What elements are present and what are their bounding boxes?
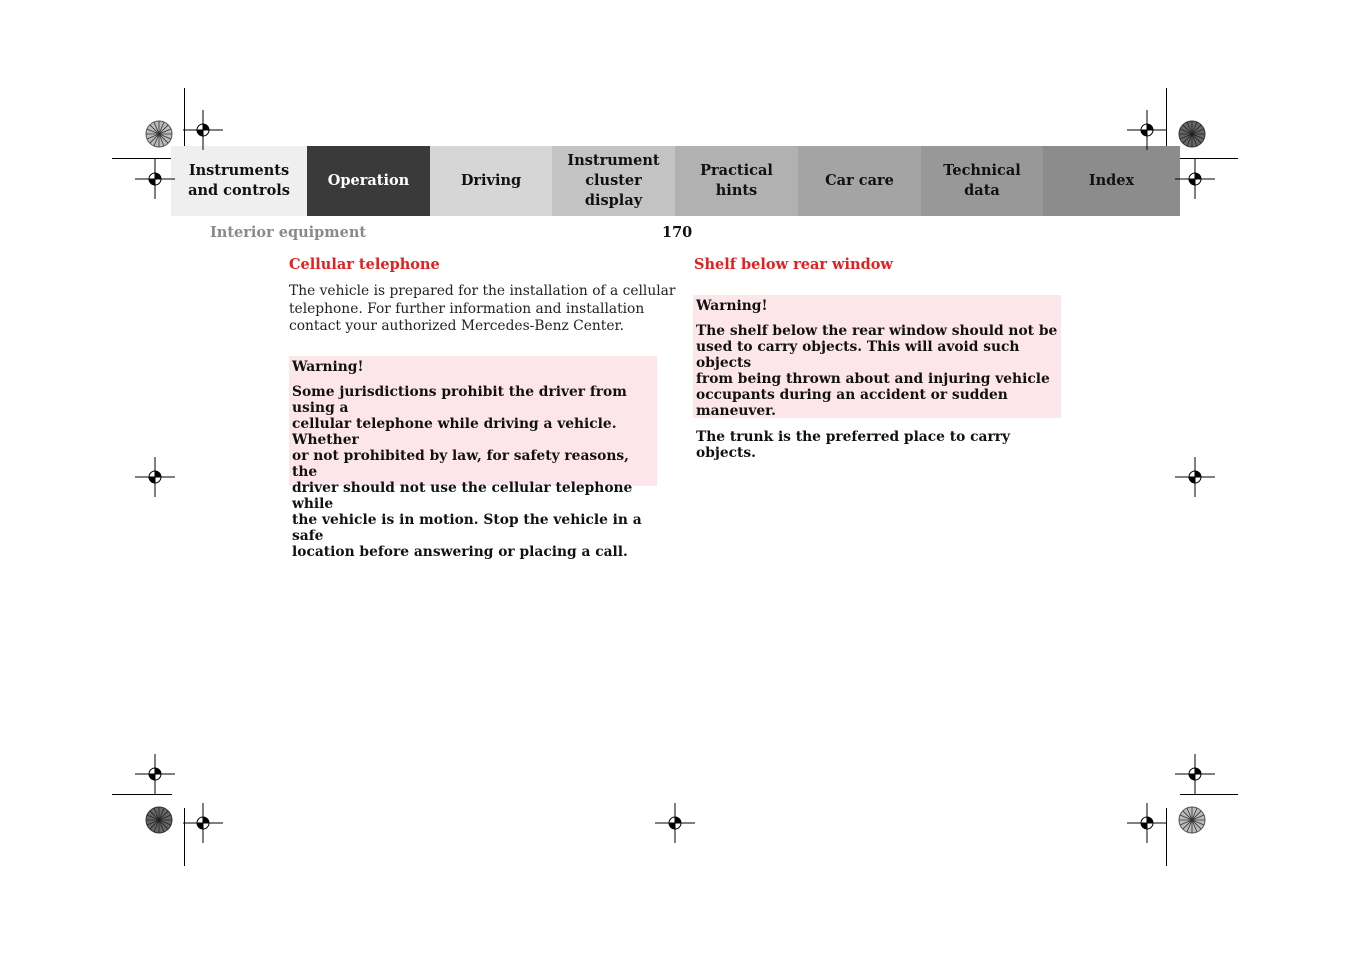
tab-technical-data[interactable] [921,146,1043,216]
warning-box-cellular [289,356,657,560]
registration-mark-icon [1175,159,1215,199]
tab-label: Practical hints [700,162,773,199]
warning-box-shelf [693,295,1061,461]
chapter-tabs [171,146,1180,216]
body-line: The vehicle is prepared for the installation of a cellular [289,283,676,299]
tab-label-line1: Instrument [567,152,660,169]
registration-mark-icon [1127,803,1167,843]
body-line: contact your authorized Mercedes-Benz Center. [289,318,624,334]
warning-title: Warning! [292,359,364,375]
trim-line [1180,794,1238,795]
warning-line: cellular telephone while driving a vehicle. Whether [292,416,617,448]
color-wheel-icon [1178,120,1206,148]
warning-title: Warning! [696,298,768,314]
registration-mark-icon [655,803,695,843]
registration-mark-icon [1175,754,1215,794]
registration-mark-icon [1127,110,1167,150]
color-wheel-icon [1178,806,1206,834]
registration-mark-icon [135,457,175,497]
tab-label-line1: Instruments [188,162,290,179]
warning-line: used to carry objects. This will avoid such objects [696,339,1020,371]
color-wheel-icon [145,120,173,148]
tab-label-line2: cluster display [584,172,643,209]
tab-label: Index [1088,172,1135,189]
body-line: telephone. For further information and installation [289,300,645,317]
warning-line: or not prohibited by law, for safety reasons, the [292,448,629,480]
registration-mark-icon [135,754,175,794]
tab-label: Car care [825,172,894,189]
section-title: Interior equipment [210,224,367,241]
tab-driving[interactable] [430,146,552,216]
tab-label-line1: Technical [943,162,1021,179]
heading-cellular-telephone: Cellular telephone [289,256,440,273]
warning-paragraph [696,323,1058,419]
warning-line: Some jurisdictions prohibit the driver from using a [292,384,627,416]
tab-instrument-cluster-display[interactable] [552,146,675,216]
tab-label-line2: data [964,182,1000,199]
tab-operation[interactable] [307,146,430,216]
heading-shelf-below-rear-window: Shelf below rear window [694,256,893,273]
registration-mark-icon [183,803,223,843]
tab-practical-hints[interactable] [675,146,798,216]
page-number: 170 [662,224,693,241]
registration-mark-icon [135,159,175,199]
warning-line: from being thrown about and injuring vehicle [696,371,1050,387]
tab-index[interactable] [1043,146,1180,216]
warning-paragraph: The trunk is the preferred place to carry objects. [696,429,1011,461]
cellular-telephone-body [289,283,675,336]
registration-mark-icon [183,110,223,150]
warning-line: the vehicle is in motion. Stop the vehicle in a safe [292,512,642,544]
registration-mark-icon [1175,457,1215,497]
tab-car-care[interactable] [798,146,921,216]
warning-line: The shelf below the rear window should not be [696,323,1058,339]
warning-line: occupants during an accident or sudden maneuver. [696,387,1008,419]
tab-instruments-and-controls[interactable] [171,146,307,216]
color-wheel-icon [145,806,173,834]
warning-line: driver should not use the cellular telephone while [292,480,633,512]
tab-label-line2: and controls [188,182,290,199]
trim-line [112,794,172,795]
tab-label: Operation [327,172,410,189]
warning-line: location before answering or placing a call. [292,544,628,560]
tab-label: Driving [460,172,522,189]
